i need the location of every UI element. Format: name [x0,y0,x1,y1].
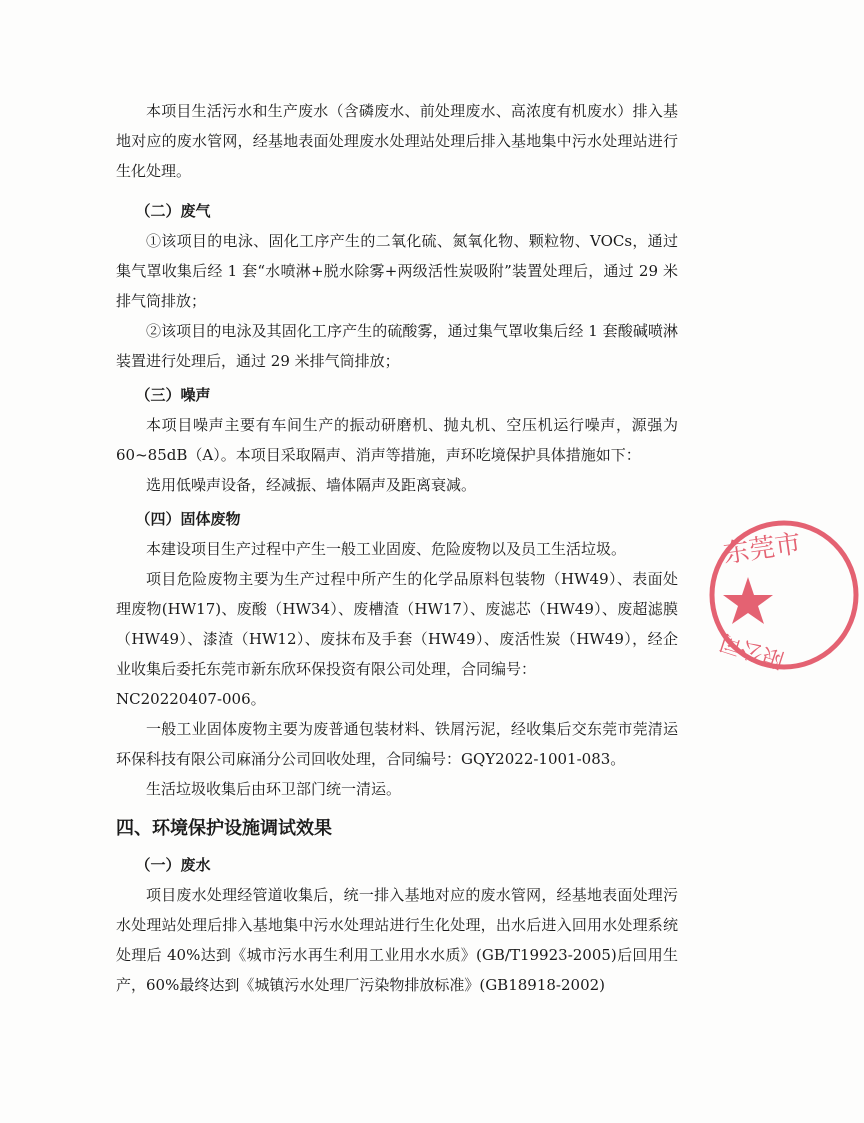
noise-paragraph-1: 本项目噪声主要有车间生产的振动研磨机、抛丸机、空压机运行噪声，源强为 60~85dB（A）。本项目采取隔声、消声等措施，声环吃境保护具体措施如下： [116,416,678,464]
wastewater-effect-paragraph: 项目废水处理经管道收集后，统一排入基地对应的废水管网，经基地表面处理污水处理站处理后排入基地集中污水处理站进行生化处理，出水后进入回用水处理系统处理后 40%达到《城市污水再生利用工业用水水质》(GB/T19923-2005)后回用生产，60%最终达到《城镇污水处理厂污染物排放标准》(GB18918-2002) [116,886,678,994]
solid-waste-paragraph-3: 一般工业固体废物主要为废普通包装材料、铁屑污泥，经收集后交东莞市莞清运环保科技有限公司麻涌分公司回收处理，合同编号：GQY2022-1001-083。 [116,720,678,768]
stamp-text-top: 东莞市 [721,528,803,570]
document-body [116,96,678,1000]
section-heading-gas: （二）废气 [135,202,211,220]
solid-waste-paragraph-4: 生活垃圾收集后由环卫部门统一清运。 [146,780,402,798]
section-heading-wastewater: （一）废水 [135,856,211,874]
gas-paragraph-1: ①该项目的电泳、固化工序产生的二氧化硫、氮氧化物、颗粒物、VOCs，通过集气罩收集后经 1 套“水喷淋+脱水除雾+两级活性炭吸附”装置处理后，通过 29 米排气筒排放； [116,232,678,310]
section-heading-solid-waste: （四）固体废物 [135,510,241,528]
gas-paragraph-2: ②该项目的电泳及其固化工序产生的硫酸雾，通过集气罩收集后经 1 套酸碱喷淋装置进行处理后，通过 29 米排气筒排放； [116,322,678,370]
solid-waste-paragraph-1: 本建设项目生产过程中产生一般工业固废、危险废物以及员工生活垃圾。 [146,540,627,558]
section-heading-noise: （三）噪声 [135,386,211,404]
chapter-heading-4: 四、环境保护设施调试效果 [116,818,332,839]
solid-waste-paragraph-2: 项目危险废物主要为生产过程中所产生的化学品原料包装物（HW49）、表面处理废物(HW17)、废酸（HW34）、废槽渣（HW17）、废滤芯（HW49）、废超滤膜（HW49）、漆渣（HW12）、废抹布及手套（HW49）、废活性炭（HW49），经企业收集后委托东莞市新东欣环保投资有限公司处理，合同编号： [116,570,678,678]
stamp-star-icon [723,577,773,624]
solid-waste-contract-number: NC20220407-006。 [116,690,266,708]
company-seal-stamp [704,515,864,675]
noise-paragraph-2: 选用低噪声设备，经减振、墙体隔声及距离衰减。 [146,476,477,494]
wastewater-intro-paragraph: 本项目生活污水和生产废水（含磷废水、前处理废水、高浓度有机废水）排入基地对应的废水管网，经基地表面处理废水处理站处理后排入基地集中污水处理站进行生化处理。 [116,102,678,180]
stamp-text-bottom: 限公司 [716,628,788,673]
